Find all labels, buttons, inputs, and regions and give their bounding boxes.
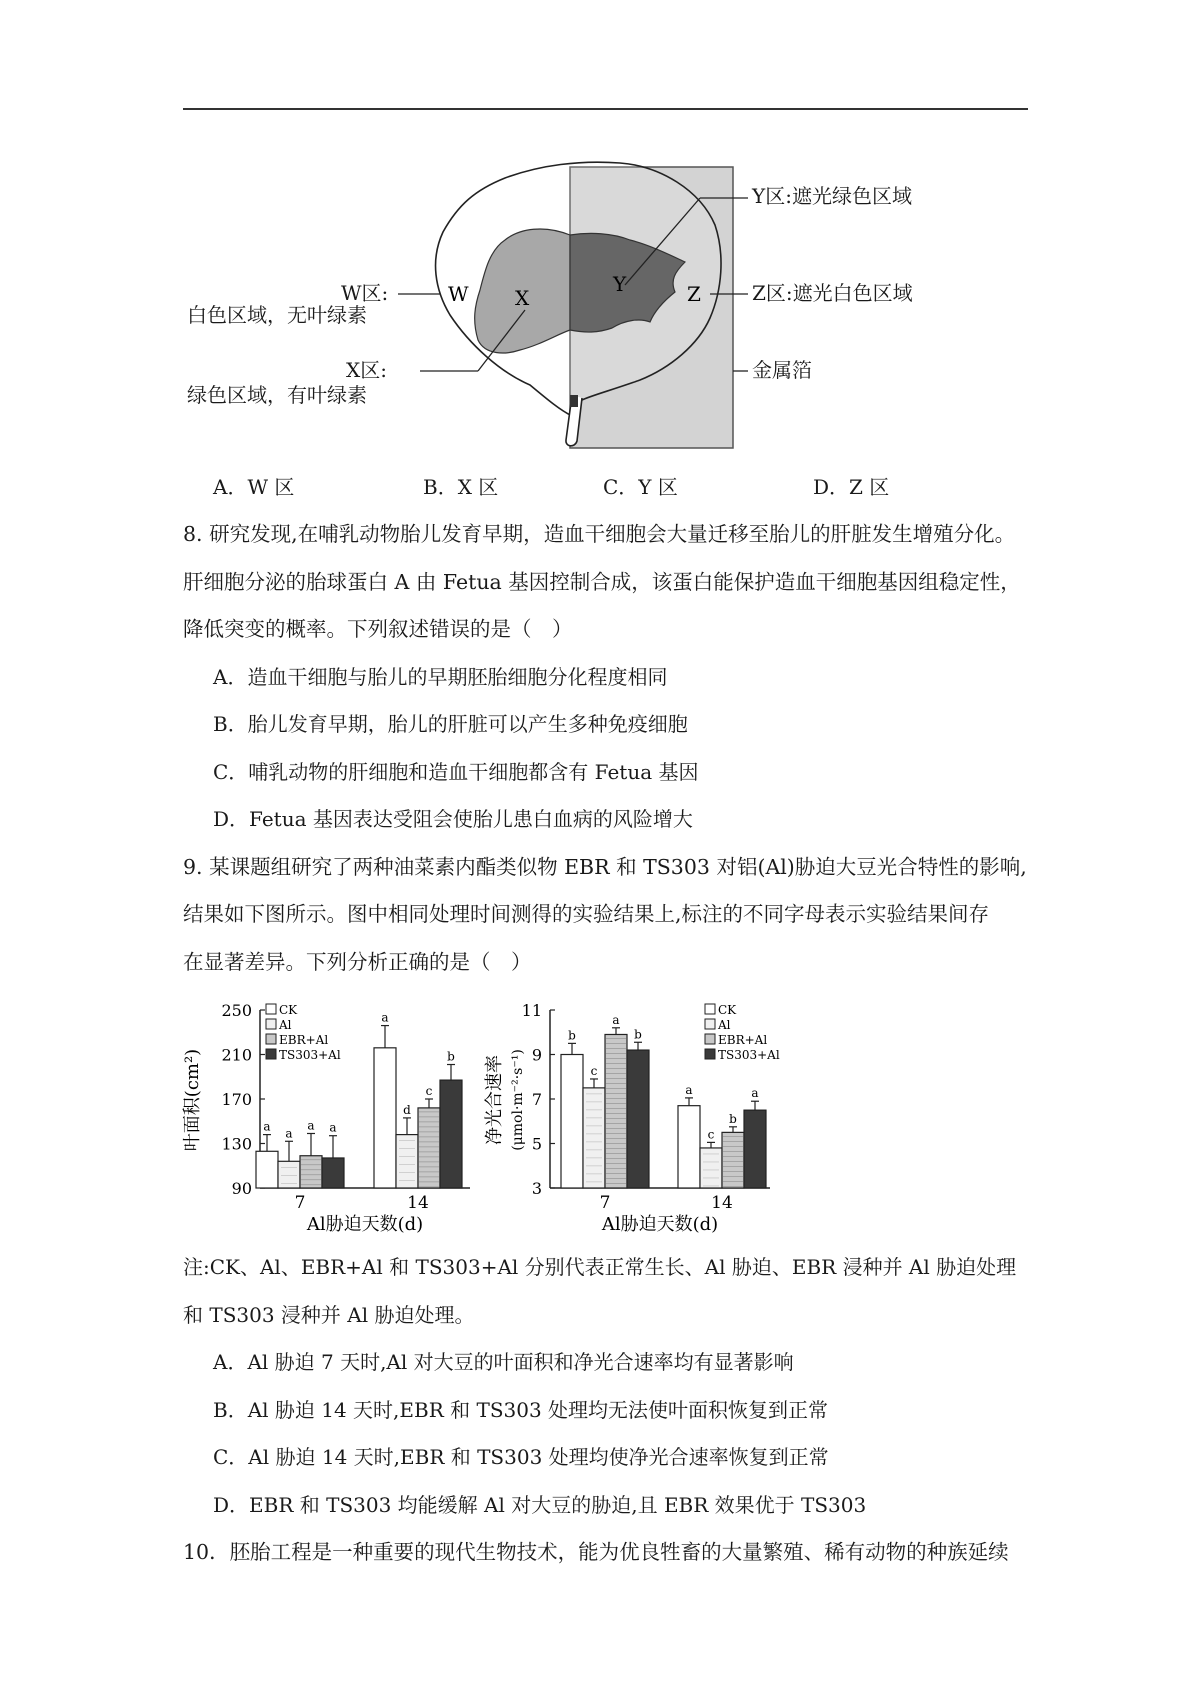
q9-option-a: A．Al 胁迫 7 天时,Al 对大豆的叶面积和净光合速率均有显著影响 xyxy=(213,1350,794,1374)
x-zone-label-2: 绿色区域，有叶绿素 xyxy=(187,383,367,407)
chart2-sig-letter: a xyxy=(612,1012,620,1027)
q8-option-d: D．Fetua 基因表达受阻会使胎儿患白血病的风险增大 xyxy=(213,807,693,831)
chart2-x-tick-label: 14 xyxy=(711,1193,733,1213)
chart1-bar xyxy=(440,1080,462,1188)
chart1-sig-letter: b xyxy=(447,1049,455,1064)
chart1-sig-letter: a xyxy=(329,1120,337,1135)
q8-stem-3: 降低突变的概率。下列叙述错误的是（ ） xyxy=(183,617,573,641)
letter-x: X xyxy=(515,286,530,310)
chart2-sig-letter: a xyxy=(751,1086,759,1101)
q8-option-a: A．造血干细胞与胎儿的早期胚胎细胞分化程度相同 xyxy=(213,665,668,689)
petiole-dark xyxy=(570,395,578,407)
q7-option-a: A．W 区 xyxy=(213,475,295,499)
chart1-y-tick-label: 250 xyxy=(221,1001,252,1020)
chart2-legend-swatch xyxy=(705,1019,715,1029)
q9-stem-2: 结果如下图所示。图中相同处理时间测得的实验结果上,标注的不同字母表示实验结果间存 xyxy=(183,902,990,926)
chart2-bar xyxy=(627,1050,649,1188)
chart2-bar xyxy=(678,1106,700,1188)
chart1-y-tick-label: 170 xyxy=(221,1090,252,1109)
chart1-y-tick-label: 130 xyxy=(221,1134,252,1154)
leaf-diagram xyxy=(0,0,1200,460)
chart2-legend-swatch xyxy=(705,1004,715,1014)
q9-option-d: D．EBR 和 TS303 均能缓解 Al 对大豆的胁迫,且 EBR 效果优于 TS303 xyxy=(213,1493,867,1517)
x-zone-label-1: X区: xyxy=(346,358,387,382)
q9-stem-3: 在显著差异。下列分析正确的是（ ） xyxy=(183,950,532,974)
q9-stem-1: 9. 某课题组研究了两种油菜素内酯类似物 EBR 和 TS303 对铝(Al)胁迫大豆光合特性的影响, xyxy=(183,855,1027,879)
chart1-legend-swatch xyxy=(266,1049,276,1059)
q9-option-c: C．Al 胁迫 14 天时,EBR 和 TS303 处理均使净光合速率恢复到正常 xyxy=(213,1445,829,1469)
letter-y: Y xyxy=(613,272,627,296)
q8-stem-1: 8. 研究发现,在哺乳动物胎儿发育早期，造血干细胞会大量迁移至胎儿的肝脏发生增殖分化。 xyxy=(183,522,1016,546)
chart1-legend-label: Al xyxy=(279,1018,292,1032)
w-zone-label-1: W区: xyxy=(341,281,389,305)
chart2-legend-swatch xyxy=(705,1049,715,1059)
chart1-bar xyxy=(374,1048,396,1188)
q8-stem-2: 肝细胞分泌的胎球蛋白 A 由 Fetua 基因控制合成，该蛋白能保护造血干细胞基因组稳定性， xyxy=(183,570,1021,594)
chart1-x-tick-label: 7 xyxy=(294,1193,306,1213)
q7-option-d: D．Z 区 xyxy=(813,475,890,499)
chart1-legend-swatch xyxy=(266,1034,276,1044)
chart1-bar xyxy=(300,1156,322,1188)
chart1-legend-swatch xyxy=(266,1004,276,1014)
chart1-sig-letter: d xyxy=(403,1102,411,1117)
letter-w: W xyxy=(448,282,469,306)
chart2-legend-label: CK xyxy=(718,1003,737,1017)
chart2-sig-letter: a xyxy=(685,1082,693,1097)
chart2-sig-letter: b xyxy=(729,1111,737,1126)
chart1-y-label: 叶面积(cm²) xyxy=(182,1048,203,1152)
chart2-y-tick-label: 11 xyxy=(521,1001,542,1020)
chart2-bar xyxy=(561,1055,583,1189)
q7-option-b: B．X 区 xyxy=(423,475,499,499)
chart2-y-label-unit: (μmol·m⁻²·s⁻¹) xyxy=(510,1049,526,1151)
q8-option-b: B．胎儿发育早期，胎儿的肝脏可以产生多种免疫细胞 xyxy=(213,712,688,736)
chart2-y-tick-label: 7 xyxy=(531,1090,542,1109)
letter-z: Z xyxy=(687,282,701,306)
chart2-x-label: Al胁迫天数(d) xyxy=(601,1214,719,1235)
chart2-sig-letter: c xyxy=(707,1127,715,1142)
chart1-sig-letter: c xyxy=(425,1084,433,1098)
chart1-bar xyxy=(396,1135,418,1188)
z-zone-label: Z区:遮光白色区域 xyxy=(752,281,913,305)
chart1-bar xyxy=(418,1108,440,1188)
chart1-sig-letter: a xyxy=(307,1118,315,1133)
chart2-y-label: 净光合速率 xyxy=(484,1055,505,1145)
chart2-y-tick-label: 3 xyxy=(531,1179,542,1198)
chart2-sig-letter: b xyxy=(634,1027,642,1042)
chart2-bar xyxy=(722,1132,744,1188)
chart2-y-tick-label: 5 xyxy=(531,1134,542,1154)
foil-label: 金属箔 xyxy=(752,358,812,382)
chart1-x-tick-label: 14 xyxy=(407,1193,429,1213)
chart1-y-tick-label: 210 xyxy=(221,1045,252,1065)
q9-note-2: 和 TS303 浸种并 Al 胁迫处理。 xyxy=(183,1303,475,1327)
chart1-sig-letter: a xyxy=(285,1126,293,1141)
chart2-legend-label: TS303+Al xyxy=(718,1048,780,1062)
q7-option-c: C．Y 区 xyxy=(603,475,678,499)
chart2-bar xyxy=(583,1088,605,1188)
y-zone-label: Y区:遮光绿色区域 xyxy=(752,184,912,208)
q9-note-1: 注:CK、Al、EBR+Al 和 TS303+Al 分别代表正常生长、Al 胁迫、EBR 浸种并 Al 胁迫处理 xyxy=(183,1255,1017,1279)
chart1-bar xyxy=(256,1151,278,1188)
chart1-sig-letter: a xyxy=(263,1119,271,1134)
chart2-y-tick-label: 9 xyxy=(531,1045,542,1065)
chart1-y-tick-label: 90 xyxy=(231,1179,252,1198)
w-zone-label-2: 白色区域，无叶绿素 xyxy=(187,303,367,327)
chart1-bar xyxy=(278,1161,300,1188)
q9-option-b: B．Al 胁迫 14 天时,EBR 和 TS303 处理均无法使叶面积恢复到正常 xyxy=(213,1398,829,1422)
chart1-legend-label: CK xyxy=(279,1003,298,1017)
chart2-sig-letter: b xyxy=(568,1028,576,1043)
chart2-bar xyxy=(744,1110,766,1188)
chart1-legend-label: EBR+Al xyxy=(279,1033,329,1047)
chart2-legend-swatch xyxy=(705,1034,715,1044)
q10-stem: 10．胚胎工程是一种重要的现代生物技术，能为优良牲畜的大量繁殖、稀有动物的种族延续 xyxy=(183,1540,1009,1564)
chart2-bar xyxy=(605,1034,627,1188)
chart1-legend-swatch xyxy=(266,1019,276,1029)
q8-option-c: C．哺乳动物的肝细胞和造血干细胞都含有 Fetua 基因 xyxy=(213,760,699,784)
chart1-sig-letter: a xyxy=(381,1010,389,1025)
chart2-legend-label: Al xyxy=(718,1018,731,1032)
chart1-x-label: Al胁迫天数(d) xyxy=(306,1214,424,1235)
chart1-bar xyxy=(322,1158,344,1188)
chart1-legend-label: TS303+Al xyxy=(279,1048,341,1062)
chart2-legend-label: EBR+Al xyxy=(718,1033,768,1047)
chart2-sig-letter: c xyxy=(590,1063,598,1078)
chart2-bar xyxy=(700,1148,722,1188)
chart2-x-tick-label: 7 xyxy=(599,1193,611,1213)
